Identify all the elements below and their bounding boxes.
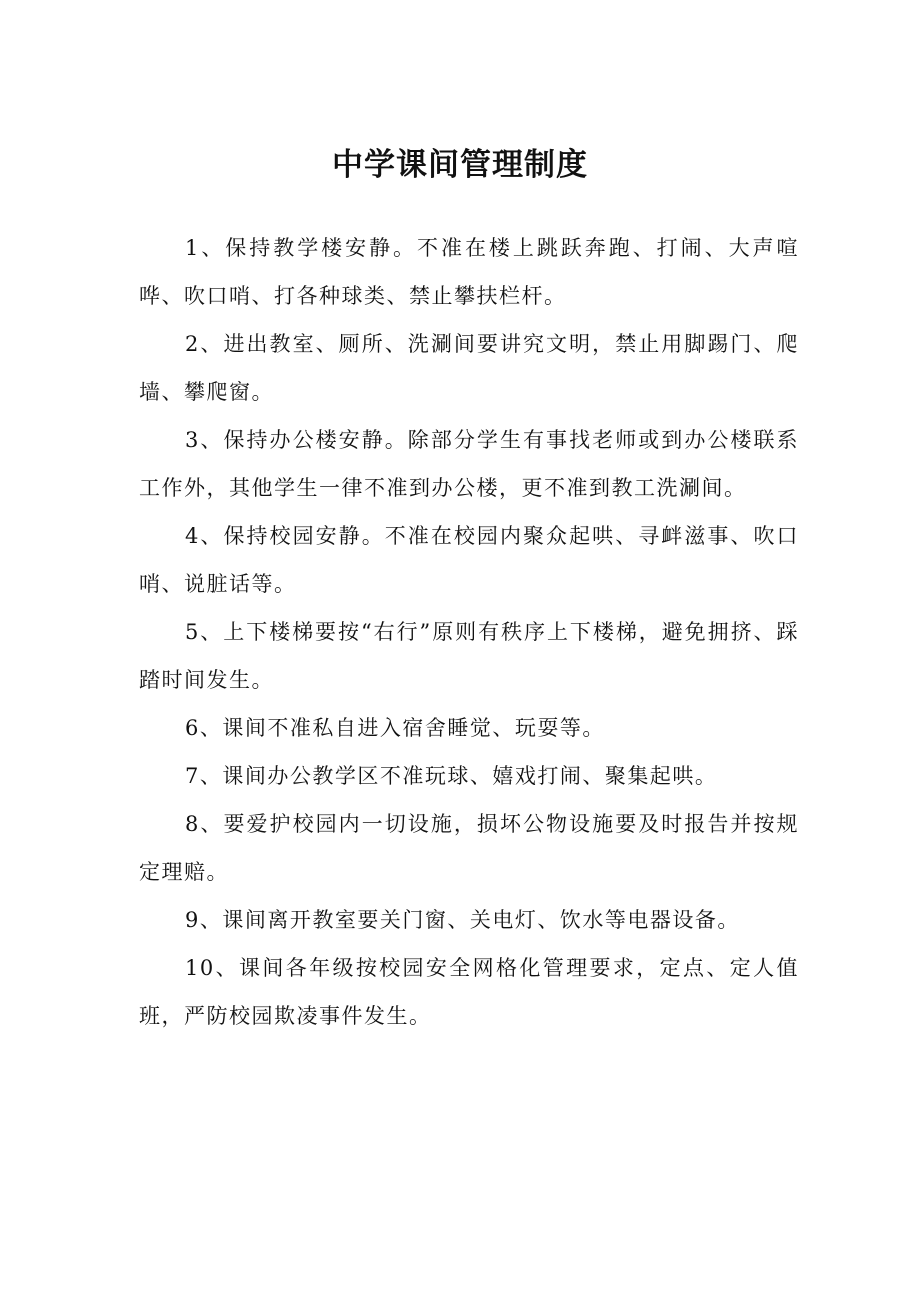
rule-item-1: 1、保持教学楼安静。不准在楼上跳跃奔跑、打闹、大声喧哗、吹口哨、打各种球类、禁止攀扶栏杆。 [139,236,799,308]
rule-item-2: 2、进出教室、厕所、洗涮间要讲究文明，禁止用脚踢门、爬墙、攀爬窗。 [139,332,799,404]
rule-item-9: 9、课间离开教室要关门窗、关电灯、饮水等电器设备。 [185,908,740,932]
rule-item-6: 6、课间不准私自进入宿舍睡觉、玩耍等。 [185,716,605,740]
document-title: 中学课间管理制度 [332,147,588,183]
rule-item-4: 4、保持校园安静。不准在校园内聚众起哄、寻衅滋事、吹口哨、说脏话等。 [139,524,799,596]
rule-item-10: 10、课间各年级按校园安全网格化管理要求，定点、定人值班，严防校园欺凌事件发生。 [139,956,799,1028]
rule-item-7: 7、课间办公教学区不准玩球、嬉戏打闹、聚集起哄。 [185,764,718,788]
rule-item-5: 5、上下楼梯要按“右行”原则有秩序上下楼梯，避免拥挤、踩踏时间发生。 [139,620,799,692]
rule-item-8: 8、要爱护校园内一切设施，损坏公物设施要及时报告并按规定理赔。 [139,812,799,884]
rules-list [139,224,799,1040]
rule-item-3: 3、保持办公楼安静。除部分学生有事找老师或到办公楼联系工作外，其他学生一律不准到办公楼，更不准到教工洗涮间。 [139,428,799,500]
